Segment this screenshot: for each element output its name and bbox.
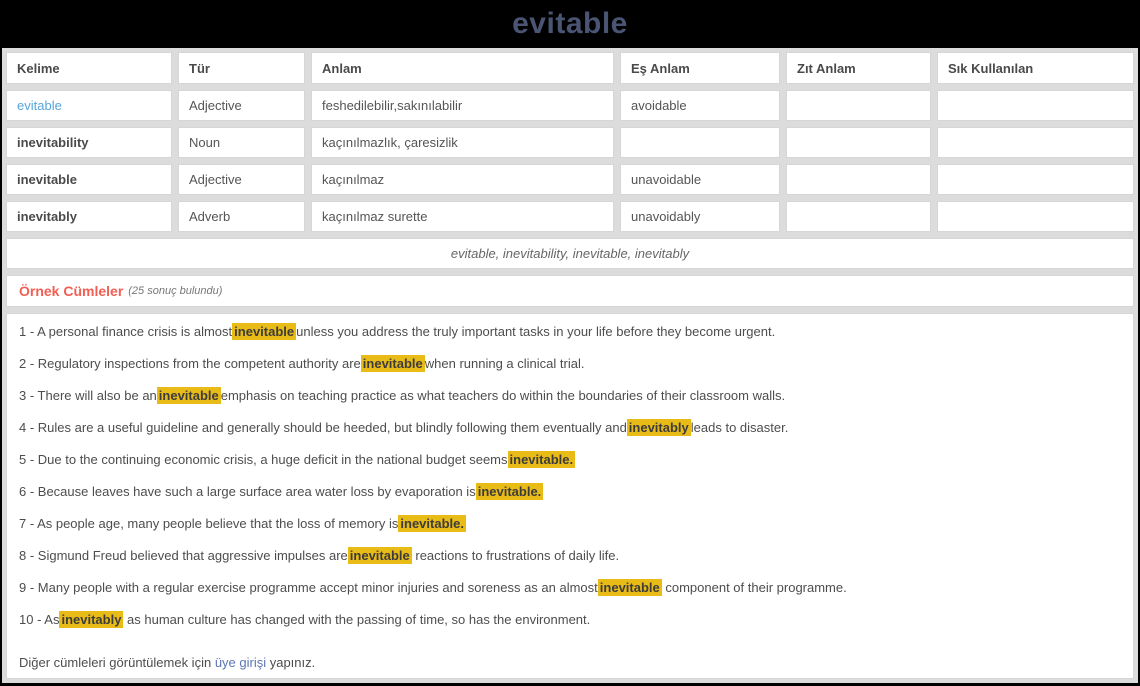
word-cell: inevitably [6,201,172,232]
sentence-text: 3 - There will also be an [19,388,157,403]
login-prompt [19,647,1121,679]
type-cell: Adjective [178,164,305,195]
example-sentence [19,476,1121,508]
login-link[interactable]: üye girişi [214,655,267,670]
login-prompt-before: Diğer cümleleri görüntülemek için [19,655,215,670]
synonym-cell: unavoidable [620,164,780,195]
sentence-text: unless you address the truly important tasks in your life before they become urgent. [296,324,776,339]
sentence-text: as human culture has changed with the passing of time, so has the environment. [123,612,591,627]
example-sentence [19,348,1121,380]
example-sentence [19,604,1121,636]
example-sentence [19,316,1121,348]
sentence-text: 6 - Because leaves have such a large surface area water loss by evaporation is [19,484,476,499]
column-header-anlam: Anlam [311,52,614,84]
column-header-kelime: Kelime [6,52,172,84]
login-prompt-after: yapınız. [266,655,316,670]
example-sentence [19,572,1121,604]
examples-count: (25 sonuç bulundu) [128,285,223,297]
sentence-text: 8 - Sigmund Freud believed that aggressive impulses are [19,548,348,563]
example-sentence [19,540,1121,572]
frequent-cell [937,127,1134,158]
column-header-s-k-kullan-lan: Sık Kullanılan [937,52,1134,84]
highlighted-word: inevitable [158,388,219,403]
type-cell: Adverb [178,201,305,232]
sentence-text: emphasis on teaching practice as what teachers do within the boundaries of their classroom walls. [220,388,786,403]
page-title: evitable [512,7,628,40]
sentence-text: 1 - A personal finance crisis is almost [19,324,233,339]
antonym-cell [786,164,931,195]
word-forms-summary: evitable, inevitability, inevitable, inevitably [6,238,1134,269]
antonym-cell [786,90,931,121]
sentence-text: leads to disaster. [690,420,789,435]
frequent-cell [937,201,1134,232]
word-cell: inevitability [6,127,172,158]
synonym-cell [620,127,780,158]
highlighted-word: inevitable. [400,516,464,531]
type-cell: Noun [178,127,305,158]
synonym-cell: unavoidably [620,201,780,232]
content-area [2,48,1138,683]
synonym-cell: avoidable [620,90,780,121]
highlighted-word: inevitable [234,324,295,339]
sentence-text: 4 - Rules are a useful guideline and generally should be heeded, but blindly following them eventually and [19,420,627,435]
antonym-cell [786,201,931,232]
frequent-cell [937,164,1134,195]
type-cell: Adjective [178,90,305,121]
examples-header [6,275,1134,307]
sentence-text: reactions to frustrations of daily life. [411,548,620,563]
examples-title: Örnek Cümleler [19,283,124,299]
highlighted-word: inevitable. [509,452,574,467]
highlighted-word: inevitable. [477,484,542,499]
meaning-cell: kaçınılmaz surette [311,201,614,232]
meaning-cell: kaçınılmazlık, çaresizlik [311,127,614,158]
examples-box [6,313,1134,679]
sentence-text: 7 - As people age, many people believe that the loss of memory is [19,516,399,531]
sentence-text: 5 - Due to the continuing economic crisis, a huge deficit in the national budget seems [19,452,508,467]
sentence-text: 9 - Many people with a regular exercise programme accept minor injuries and soreness as an almost [19,580,598,595]
word-table [6,52,1134,232]
title-band [0,0,1140,48]
word-cell: inevitable [6,164,172,195]
antonym-cell [786,127,931,158]
example-sentence [19,380,1121,412]
word-cell[interactable]: evitable [6,90,172,121]
column-header-z-t-anlam: Zıt Anlam [786,52,931,84]
sentence-text: component of their programme. [661,580,847,595]
column-header-e-anlam: Eş Anlam [620,52,780,84]
sentence-text: when running a clinical trial. [424,356,585,371]
frequent-cell [937,90,1134,121]
example-sentence [19,508,1121,540]
highlighted-word: inevitable [362,356,423,371]
highlighted-word: inevitable [599,580,660,595]
highlighted-word: inevitably [61,612,122,627]
column-header-t-r: Tür [178,52,305,84]
sentence-text: 10 - As [19,612,60,627]
meaning-cell: kaçınılmaz [311,164,614,195]
highlighted-word: inevitably [628,420,689,435]
example-sentence [19,412,1121,444]
example-sentence [19,444,1121,476]
meaning-cell: feshedilebilir,sakınılabilir [311,90,614,121]
sentence-text: 2 - Regulatory inspections from the competent authority are [19,356,361,371]
highlighted-word: inevitable [349,548,410,563]
